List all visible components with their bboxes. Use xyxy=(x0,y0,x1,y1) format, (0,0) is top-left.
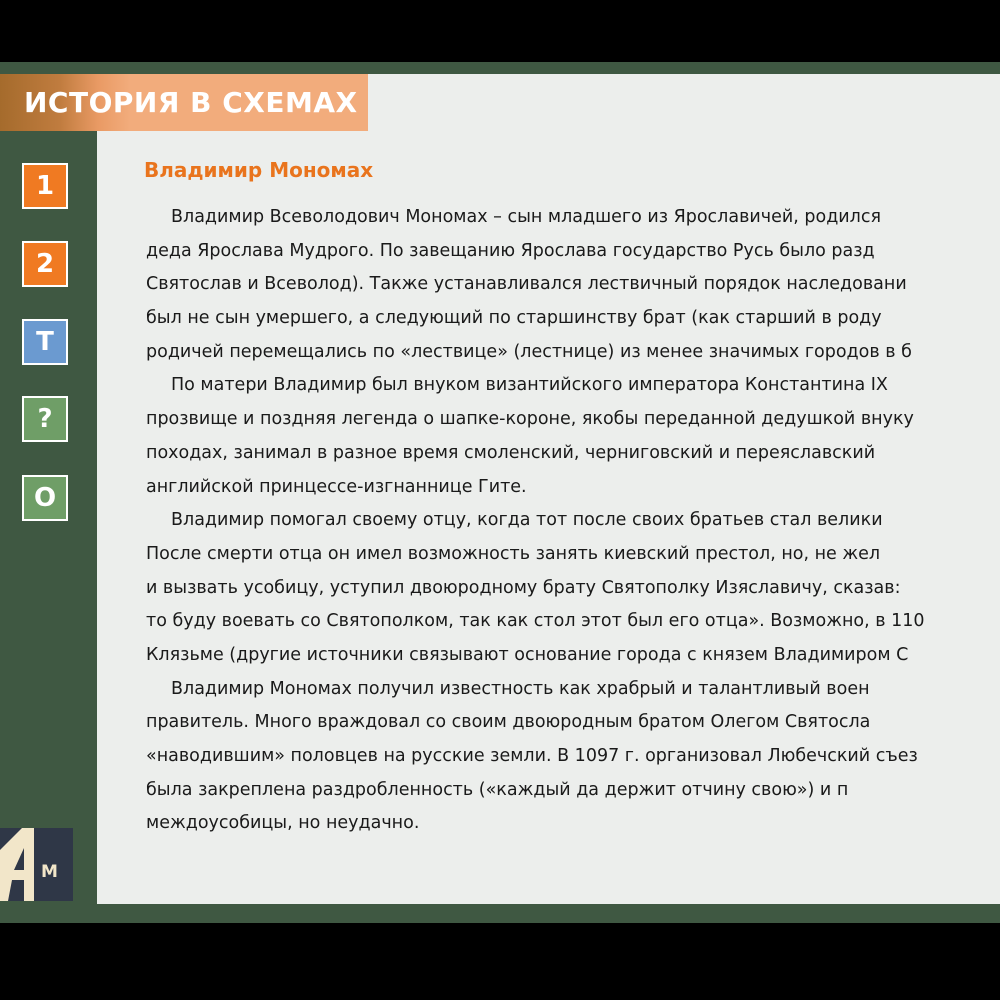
text-line: деда Ярослава Мудрого. По завещанию Ярослава государство Русь было разд xyxy=(146,240,875,261)
text-line: правитель. Много враждовал со своим двоюродным братом Олегом Святосла xyxy=(146,712,871,733)
logo-letters: M xyxy=(41,862,58,882)
text-line: был не сын умершего, а следующий по старшинству брат (как старший в роду xyxy=(146,308,882,329)
text-line: то буду воевать со Святополком, так как стол этот был его отца». Возможно, в 110 xyxy=(146,611,925,632)
text-line: родичей перемещались по «лествице» (лестнице) из менее значимых городов в б xyxy=(146,341,912,362)
nav-button-questions[interactable]: ? xyxy=(22,396,68,442)
text-line: Святослав и Всеволод). Также устанавливался лествичный порядок наследовани xyxy=(146,274,907,295)
text-line: По матери Владимир был внуком византийского императора Константина IX xyxy=(171,375,888,396)
text-line: междоусобицы, но неудачно. xyxy=(146,813,420,834)
text-line: походах, занимал в разное время смоленский, черниговский и переяславский xyxy=(146,442,876,463)
nav-button-1[interactable]: 1 xyxy=(22,163,68,209)
am-logo-icon xyxy=(0,828,73,901)
text-line: Владимир помогал своему отцу, когда тот после своих братьев стал велики xyxy=(171,510,883,531)
text-line: была закреплена раздробленность («каждый да держит отчину свою») и п xyxy=(146,779,849,800)
text-line: Владимир Всеволодович Мономах – сын младшего из Ярославичей, родился xyxy=(171,207,882,227)
text-line: Клязьме (другие источники связывают основание города с князем Владимиром С xyxy=(146,644,909,665)
article-title: Владимир Мономах xyxy=(144,158,374,182)
nav-button-2[interactable]: 2 xyxy=(22,241,68,287)
banner-title: ИСТОРИЯ В СХЕМАХ xyxy=(24,86,358,119)
article-body xyxy=(146,201,1000,841)
nav-button-answers[interactable]: О xyxy=(22,475,68,521)
text-line: «наводившим» половцев на русские земли. В 1097 г. организовал Любечский съез xyxy=(146,746,918,766)
text-line: Владимир Мономах получил известность как храбрый и талантливый воен xyxy=(171,678,870,699)
text-line: и вызвать усобицу, уступил двоюродному брату Святополку Изяславичу, сказав: xyxy=(146,577,901,598)
text-line: прозвище и поздняя легенда о шапке-короне, якобы переданной дедушкой внуку xyxy=(146,409,914,430)
nav-button-theory[interactable]: Т xyxy=(22,319,68,365)
text-line: После смерти отца он имел возможность занять киевский престол, но, не жел xyxy=(146,543,881,564)
bottom-letterbox xyxy=(0,923,1000,1000)
text-line: английской принцессе-изгнаннице Гите. xyxy=(146,476,527,497)
